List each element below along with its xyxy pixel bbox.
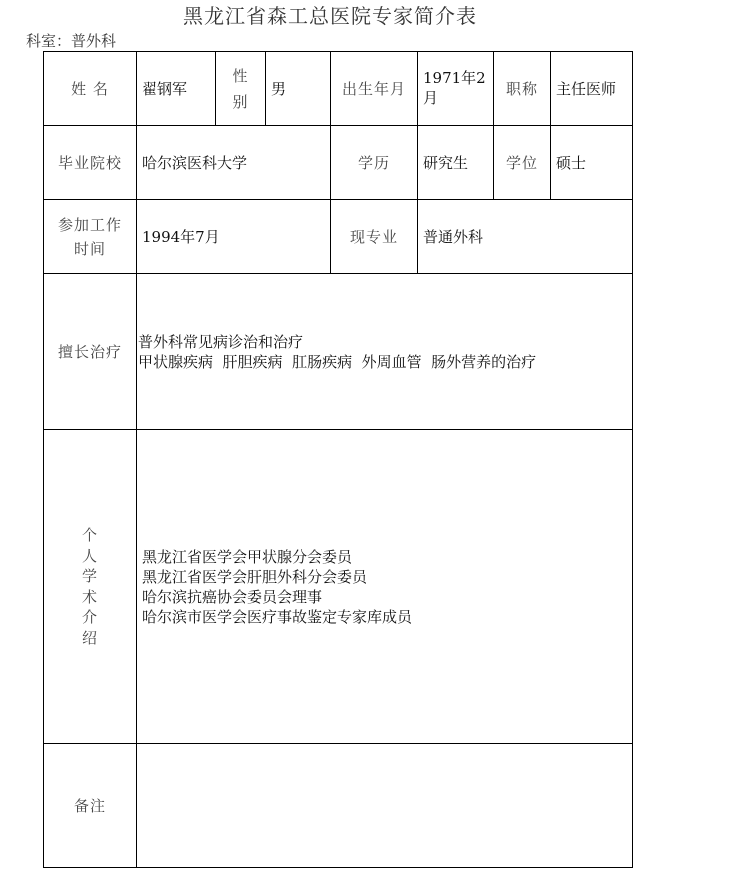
title-value: 主任医师 [550, 51, 633, 126]
specialty-line: 甲状腺疾病 肝胆疾病 肛肠疾病 外周血管 肠外营养的治疗 [138, 352, 537, 371]
document-title: 黑龙江省森工总医院专家简介表 [183, 4, 477, 28]
academic-label-char: 个 [81, 526, 98, 544]
name-value: 翟钢军 [136, 51, 216, 126]
gender-label-char: 别 [232, 92, 249, 111]
education-label: 学历 [330, 125, 418, 200]
academic-line: 哈尔滨市医学会医疗事故鉴定专家库成员 [142, 607, 413, 626]
academic-label-char: 人 [81, 546, 98, 565]
birth-label: 出生年月 [330, 51, 418, 126]
major-value: 普通外科 [417, 199, 633, 274]
birth-value-line: 月 [423, 89, 439, 107]
academic-line: 黑龙江省医学会肝胆外科分会委员 [142, 567, 368, 586]
work-start-label-line: 参加工作 [57, 215, 122, 234]
academic-line: 哈尔滨抗癌协会委员会理事 [142, 587, 323, 606]
department-label: 科室：普外科 [26, 32, 117, 50]
birth-value-line: 1971年2 [423, 69, 486, 87]
work-start-label-line: 时间 [73, 239, 106, 258]
academic-label-char: 学 [81, 567, 98, 585]
academic-label-char: 术 [81, 587, 98, 606]
major-label: 现专业 [330, 199, 418, 274]
academic-label-char: 介 [81, 608, 98, 626]
academic-label [43, 429, 137, 744]
work-start-label [43, 199, 137, 274]
school-label: 毕业院校 [43, 125, 137, 200]
degree-value: 硕士 [550, 125, 633, 200]
academic-line: 黑龙江省医学会甲状腺分会委员 [142, 547, 353, 566]
work-start-value: 1994年7月 [136, 199, 331, 274]
gender-label-char: 性 [232, 66, 249, 85]
title-label: 职称 [493, 51, 551, 126]
degree-label: 学位 [493, 125, 551, 200]
name-label: 姓 名 [43, 51, 137, 126]
specialty-line: 普外科常见病诊治和治疗 [138, 332, 304, 351]
remarks-label: 备注 [43, 743, 137, 868]
specialty-label: 擅长治疗 [43, 273, 137, 430]
school-value: 哈尔滨医科大学 [136, 125, 331, 200]
education-value: 研究生 [417, 125, 494, 200]
gender-label [215, 51, 266, 126]
specialty-value [136, 273, 633, 430]
gender-value: 男 [265, 51, 331, 126]
academic-label-char: 绍 [81, 628, 98, 647]
remarks-value [136, 743, 633, 868]
birth-value [417, 51, 494, 126]
academic-value [136, 429, 633, 744]
